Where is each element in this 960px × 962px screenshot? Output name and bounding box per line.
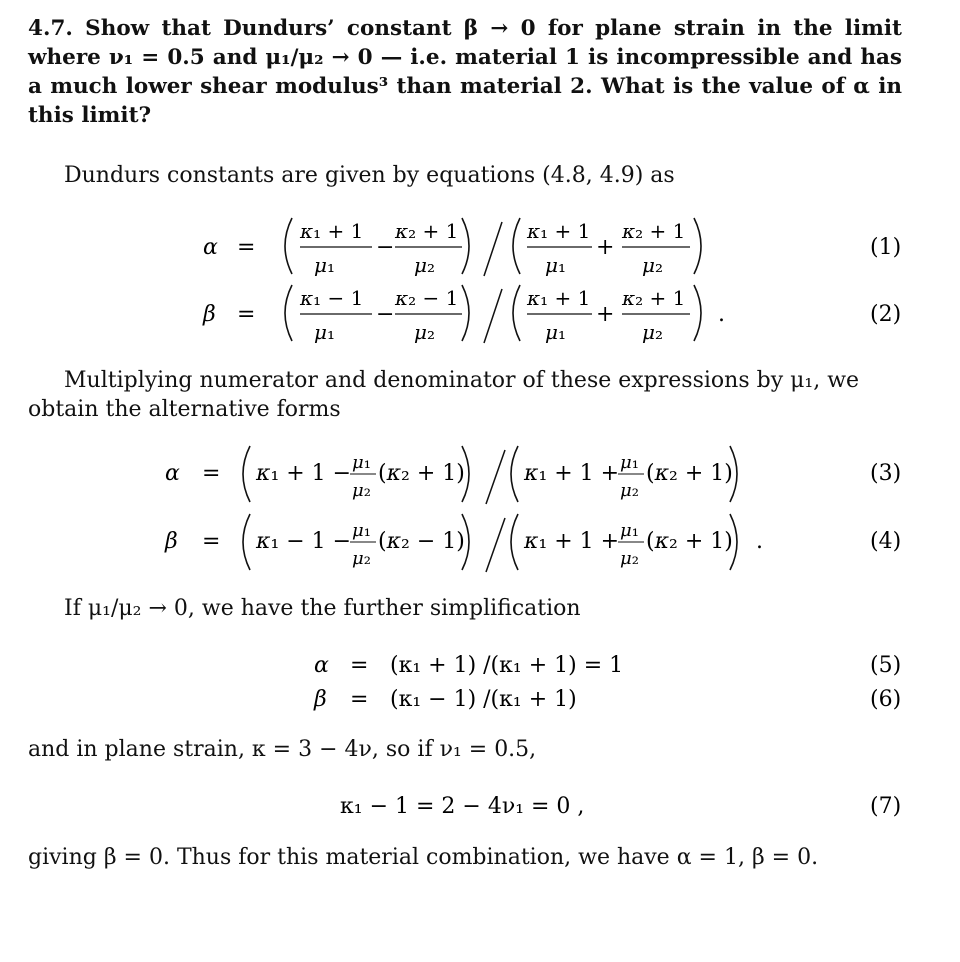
svg-text:μ₂: μ₂ [414,320,436,344]
equations-3-4 [0,438,960,588]
svg-text:κ₁ − 1 −: κ₁ − 1 − [256,529,352,554]
eq7-rhs: κ₁ − 1 = 2 − 4ν₁ = 0 , [340,794,585,819]
svg-text:μ₁: μ₁ [620,452,639,473]
eq4-number: (4) [870,529,902,554]
svg-text:μ₁: μ₁ [314,320,336,344]
eq6-lhs: β [314,687,327,712]
svg-text:κ₁ + 1 +: κ₁ + 1 + [524,461,620,486]
svg-text:μ₂: μ₂ [642,320,664,344]
eq1-lhs: α [203,235,218,260]
svg-text:+: + [596,302,615,327]
eq6-number: (6) [870,687,902,712]
eq3-lhs: α [165,461,180,486]
svg-text:κ₂ + 1: κ₂ + 1 [622,286,686,310]
eq2-lhs: β [203,302,216,327]
eq1-number: (1) [870,235,902,260]
svg-text:κ₂ + 1: κ₂ + 1 [622,219,686,243]
svg-text:μ₁: μ₁ [545,320,567,344]
svg-text:κ₁ + 1: κ₁ + 1 [527,219,591,243]
problem-number: 4.7. [28,16,73,41]
svg-text:(κ₂ + 1): (κ₂ + 1) [646,529,733,554]
eq2-number: (2) [870,302,902,327]
svg-text:κ₁ + 1 −: κ₁ + 1 − [256,461,352,486]
problem-text: Show that Dundurs’ constant β → 0 for plane strain in the limit where ν₁ = 0.5 and μ₁/μ₂ → 0 — i.e. material 1 is incompressible and has a much lower shear modulus³ than material 2. What is the value of α in this limit? [28,16,902,128]
eq5-lhs: α [314,653,329,678]
svg-text:.: . [718,302,725,327]
svg-text:μ₂: μ₂ [414,253,436,277]
svg-text:μ₁: μ₁ [352,520,371,541]
svg-text:κ₁ + 1: κ₁ + 1 [527,286,591,310]
svg-text:μ₂: μ₂ [620,480,639,501]
svg-text:−: − [376,302,395,327]
svg-text:=: = [350,653,369,678]
paragraph-intro: Dundurs constants are given by equations (4.8, 4.9) as [64,163,675,188]
svg-text:μ₁: μ₁ [545,253,567,277]
svg-text:μ₂: μ₂ [352,548,371,569]
svg-text:μ₂: μ₂ [352,480,371,501]
eq7-number: (7) [870,794,902,819]
svg-text:=: = [202,461,221,486]
svg-text:μ₂: μ₂ [642,253,664,277]
equations-5-6 [0,645,960,725]
eq6-rhs: (κ₁ − 1) /(κ₁ + 1) [390,687,577,712]
svg-text:(κ₂ + 1): (κ₂ + 1) [646,461,733,486]
paragraph-plane-strain: and in plane strain, κ = 3 − 4ν, so if ν₁ = 0.5, [28,737,537,762]
svg-text:κ₁ − 1: κ₁ − 1 [300,286,364,310]
svg-text:=: = [237,302,256,327]
svg-text:μ₁: μ₁ [314,253,336,277]
svg-text:(κ₂ − 1): (κ₂ − 1) [378,529,465,554]
eq4-lhs: β [165,529,178,554]
svg-text:−: − [376,235,395,260]
svg-text:(κ₂ + 1): (κ₂ + 1) [378,461,465,486]
svg-text:κ₂ + 1: κ₂ + 1 [395,219,459,243]
svg-text:+: + [596,235,615,260]
eq5-rhs: (κ₁ + 1) /(κ₁ + 1) = 1 [390,653,624,678]
svg-text:μ₁: μ₁ [352,452,371,473]
svg-text:μ₁: μ₁ [620,520,639,541]
equation-7 [0,785,960,825]
eq5-number: (5) [870,653,902,678]
svg-text:μ₂: μ₂ [620,548,639,569]
svg-text:=: = [237,235,256,260]
paragraph-conclusion: giving β = 0. Thus for this material combination, we have α = 1, β = 0. [28,845,819,870]
svg-text:κ₁ + 1 +: κ₁ + 1 + [524,529,620,554]
problem-statement [28,14,902,130]
svg-text:κ₂ − 1: κ₂ − 1 [395,286,459,310]
paragraph-limit: If μ₁/μ₂ → 0, we have the further simplification [64,596,581,621]
eq3-number: (3) [870,461,902,486]
svg-text:κ₁ + 1: κ₁ + 1 [300,219,364,243]
equations-1-2 [0,200,960,360]
svg-text:=: = [202,529,221,554]
paragraph-multiplying: Multiplying numerator and denominator of these expressions by μ₁, we obtain the alternative forms [28,368,860,422]
svg-text:=: = [350,687,369,712]
svg-text:.: . [756,529,763,554]
